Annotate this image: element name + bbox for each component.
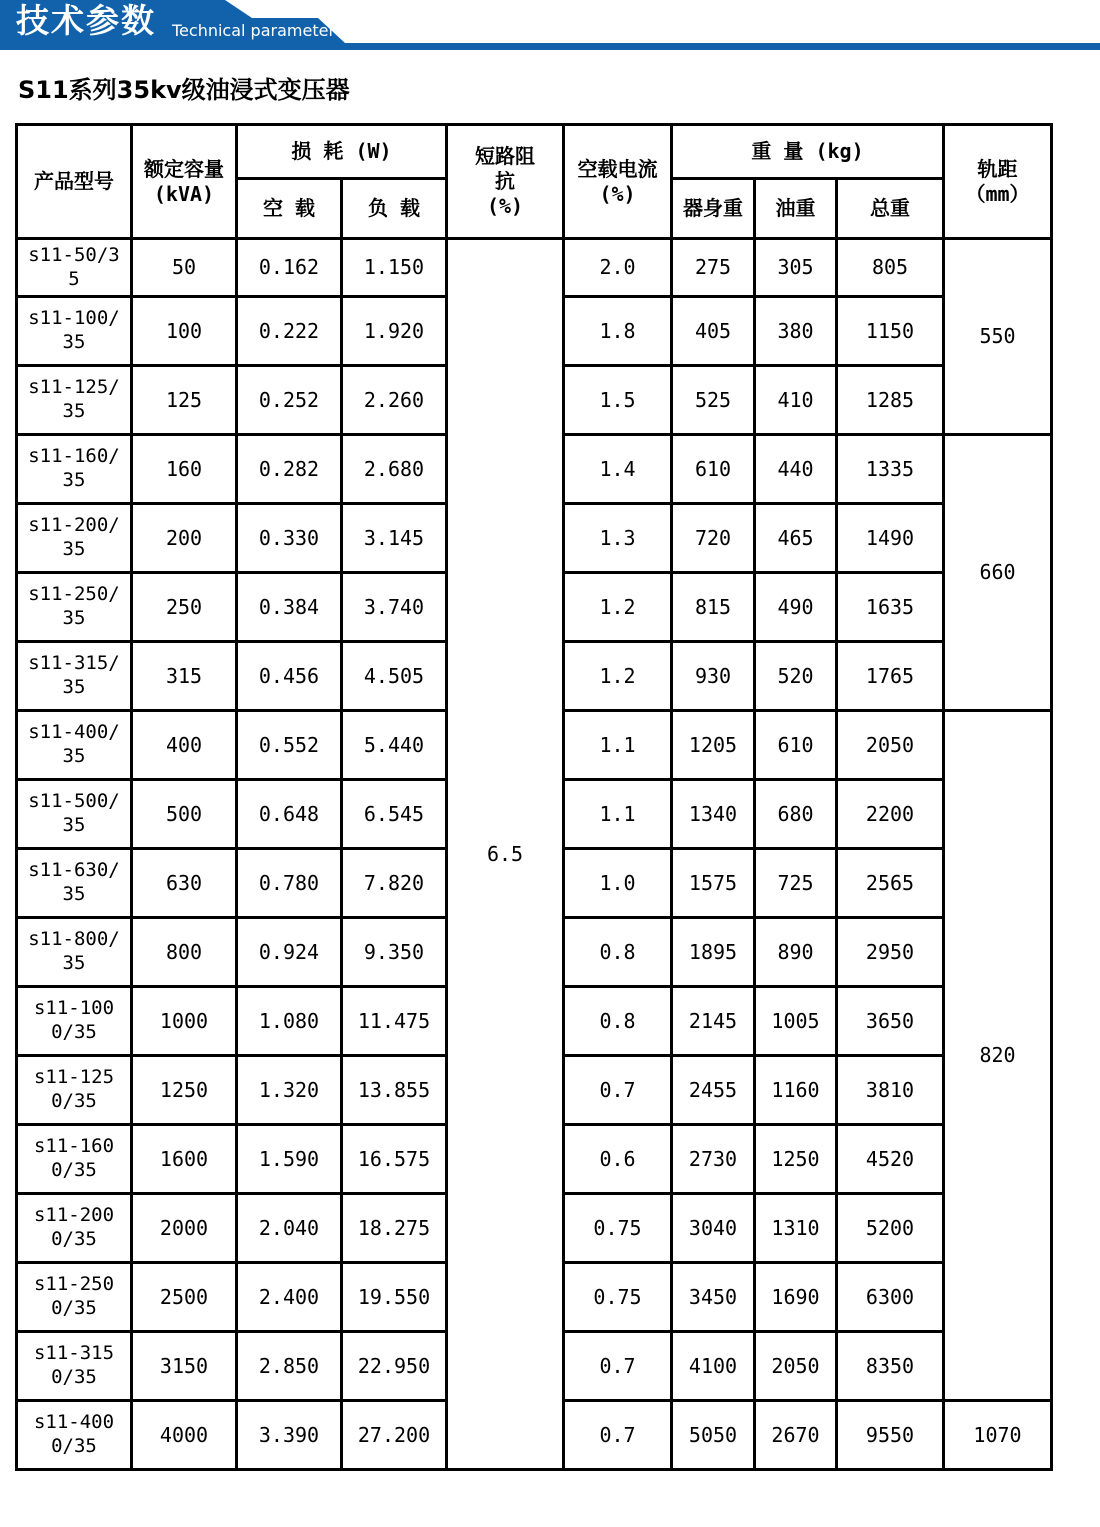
- oil-weight-cell: 520: [755, 642, 837, 711]
- no-load-loss-cell: 2.040: [237, 1194, 342, 1263]
- model-cell: s11-500/35: [17, 780, 132, 849]
- total-weight-cell: 1490: [837, 504, 944, 573]
- total-weight-cell: 4520: [837, 1125, 944, 1194]
- model-cell: s11-50/35: [17, 239, 132, 297]
- body-weight-cell: 720: [672, 504, 755, 573]
- model-cell: s11-1000/35: [17, 987, 132, 1056]
- total-weight-cell: 2050: [837, 711, 944, 780]
- no-load-current-cell: 2.0: [564, 239, 672, 297]
- header-gauge-label: 轨距: [977, 156, 1018, 181]
- capacity-cell: 3150: [132, 1332, 237, 1401]
- load-loss-cell: 27.200: [342, 1401, 447, 1470]
- no-load-current-cell: 1.2: [564, 642, 672, 711]
- no-load-current-cell: 0.75: [564, 1194, 672, 1263]
- oil-weight-cell: 305: [755, 239, 837, 297]
- body-weight-cell: 3040: [672, 1194, 755, 1263]
- load-loss-cell: 7.820: [342, 849, 447, 918]
- no-load-loss-cell: 1.590: [237, 1125, 342, 1194]
- load-loss-cell: 1.150: [342, 239, 447, 297]
- no-load-loss-cell: 0.780: [237, 849, 342, 918]
- header-load-loss: 负 载: [342, 179, 447, 239]
- model-cell: s11-315/35: [17, 642, 132, 711]
- model-cell: s11-160/35: [17, 435, 132, 504]
- gauge-cell: 660: [944, 435, 1052, 711]
- body-weight-cell: 610: [672, 435, 755, 504]
- body-weight-cell: 3450: [672, 1263, 755, 1332]
- capacity-cell: 500: [132, 780, 237, 849]
- no-load-current-cell: 0.8: [564, 918, 672, 987]
- total-weight-cell: 805: [837, 239, 944, 297]
- total-weight-cell: 8350: [837, 1332, 944, 1401]
- body-weight-cell: 1205: [672, 711, 755, 780]
- oil-weight-cell: 440: [755, 435, 837, 504]
- capacity-cell: 160: [132, 435, 237, 504]
- oil-weight-cell: 1160: [755, 1056, 837, 1125]
- body-weight-cell: 275: [672, 239, 755, 297]
- header-rated-capacity-label: 额定容量: [144, 156, 224, 181]
- total-weight-cell: 3810: [837, 1056, 944, 1125]
- total-weight-cell: 2950: [837, 918, 944, 987]
- body-weight-cell: 1575: [672, 849, 755, 918]
- oil-weight-cell: 1250: [755, 1125, 837, 1194]
- section-banner: [0, 0, 1100, 50]
- total-weight-cell: 1150: [837, 297, 944, 366]
- capacity-cell: 200: [132, 504, 237, 573]
- body-weight-cell: 1895: [672, 918, 755, 987]
- oil-weight-cell: 1005: [755, 987, 837, 1056]
- header-no-load-current-unit: (%): [599, 181, 636, 206]
- no-load-loss-cell: 1.080: [237, 987, 342, 1056]
- body-weight-cell: 2455: [672, 1056, 755, 1125]
- model-cell: s11-3150/35: [17, 1332, 132, 1401]
- load-loss-cell: 19.550: [342, 1263, 447, 1332]
- load-loss-cell: 3.740: [342, 573, 447, 642]
- header-total-weight: 总重: [837, 179, 944, 239]
- no-load-current-cell: 0.6: [564, 1125, 672, 1194]
- oil-weight-cell: 465: [755, 504, 837, 573]
- no-load-loss-cell: 0.552: [237, 711, 342, 780]
- no-load-current-cell: 0.7: [564, 1056, 672, 1125]
- gauge-cell: 550: [944, 239, 1052, 435]
- total-weight-cell: 3650: [837, 987, 944, 1056]
- body-weight-cell: 5050: [672, 1401, 755, 1470]
- no-load-loss-cell: 2.850: [237, 1332, 342, 1401]
- model-cell: s11-1250/35: [17, 1056, 132, 1125]
- gauge-cell: 820: [944, 711, 1052, 1401]
- body-weight-cell: 1340: [672, 780, 755, 849]
- load-loss-cell: 5.440: [342, 711, 447, 780]
- total-weight-cell: 2200: [837, 780, 944, 849]
- no-load-current-cell: 1.0: [564, 849, 672, 918]
- capacity-cell: 250: [132, 573, 237, 642]
- oil-weight-cell: 610: [755, 711, 837, 780]
- total-weight-cell: 5200: [837, 1194, 944, 1263]
- oil-weight-cell: 380: [755, 297, 837, 366]
- no-load-current-cell: 0.75: [564, 1263, 672, 1332]
- no-load-loss-cell: 2.400: [237, 1263, 342, 1332]
- load-loss-cell: 1.920: [342, 297, 447, 366]
- total-weight-cell: 9550: [837, 1401, 944, 1470]
- no-load-current-cell: 0.7: [564, 1332, 672, 1401]
- total-weight-cell: 1335: [837, 435, 944, 504]
- no-load-loss-cell: 0.162: [237, 239, 342, 297]
- no-load-loss-cell: 3.390: [237, 1401, 342, 1470]
- capacity-cell: 2000: [132, 1194, 237, 1263]
- load-loss-cell: 3.145: [342, 504, 447, 573]
- oil-weight-cell: 725: [755, 849, 837, 918]
- no-load-loss-cell: 0.282: [237, 435, 342, 504]
- capacity-cell: 100: [132, 297, 237, 366]
- body-weight-cell: 405: [672, 297, 755, 366]
- no-load-loss-cell: 1.320: [237, 1056, 342, 1125]
- oil-weight-cell: 1690: [755, 1263, 837, 1332]
- header-rated-capacity: [132, 125, 237, 239]
- no-load-current-cell: 1.3: [564, 504, 672, 573]
- body-weight-cell: 930: [672, 642, 755, 711]
- oil-weight-cell: 890: [755, 918, 837, 987]
- load-loss-cell: 2.260: [342, 366, 447, 435]
- banner-title-cn: 技术参数: [16, 1, 156, 40]
- no-load-loss-cell: 0.648: [237, 780, 342, 849]
- header-product-model: 产品型号: [17, 125, 132, 239]
- header-rated-capacity-unit: (kVA): [153, 181, 215, 206]
- impedance-cell: 6.5: [447, 239, 564, 1470]
- header-loss-group: 损 耗 (W): [237, 125, 447, 179]
- header-gauge-unit: （mm）: [965, 181, 1030, 206]
- capacity-cell: 2500: [132, 1263, 237, 1332]
- oil-weight-cell: 1310: [755, 1194, 837, 1263]
- total-weight-cell: 6300: [837, 1263, 944, 1332]
- body-weight-cell: 2145: [672, 987, 755, 1056]
- load-loss-cell: 11.475: [342, 987, 447, 1056]
- spec-table: [15, 123, 1053, 1471]
- body-weight-cell: 2730: [672, 1125, 755, 1194]
- table-row: [17, 239, 1052, 297]
- oil-weight-cell: 2050: [755, 1332, 837, 1401]
- load-loss-cell: 6.545: [342, 780, 447, 849]
- body-weight-cell: 815: [672, 573, 755, 642]
- no-load-current-cell: 1.1: [564, 711, 672, 780]
- model-cell: s11-100/35: [17, 297, 132, 366]
- header-oil-weight: 油重: [755, 179, 837, 239]
- load-loss-cell: 18.275: [342, 1194, 447, 1263]
- total-weight-cell: 1765: [837, 642, 944, 711]
- no-load-current-cell: 1.4: [564, 435, 672, 504]
- table-header: [17, 125, 1052, 239]
- header-impedance-unit: (%): [486, 194, 524, 218]
- model-cell: s11-800/35: [17, 918, 132, 987]
- capacity-cell: 800: [132, 918, 237, 987]
- load-loss-cell: 4.505: [342, 642, 447, 711]
- capacity-cell: 1000: [132, 987, 237, 1056]
- load-loss-cell: 22.950: [342, 1332, 447, 1401]
- header-impedance: [447, 125, 564, 239]
- oil-weight-cell: 490: [755, 573, 837, 642]
- model-cell: s11-1600/35: [17, 1125, 132, 1194]
- no-load-current-cell: 1.5: [564, 366, 672, 435]
- oil-weight-cell: 680: [755, 780, 837, 849]
- total-weight-cell: 1635: [837, 573, 944, 642]
- no-load-loss-cell: 0.222: [237, 297, 342, 366]
- header-no-load-current: [564, 125, 672, 239]
- header-no-load-current-label: 空载电流: [577, 156, 658, 181]
- no-load-loss-cell: 0.330: [237, 504, 342, 573]
- model-cell: s11-2500/35: [17, 1263, 132, 1332]
- capacity-cell: 315: [132, 642, 237, 711]
- capacity-cell: 1250: [132, 1056, 237, 1125]
- oil-weight-cell: 2670: [755, 1401, 837, 1470]
- body-weight-cell: 4100: [672, 1332, 755, 1401]
- model-cell: s11-125/35: [17, 366, 132, 435]
- capacity-cell: 50: [132, 239, 237, 297]
- load-loss-cell: 9.350: [342, 918, 447, 987]
- capacity-cell: 630: [132, 849, 237, 918]
- body-weight-cell: 525: [672, 366, 755, 435]
- capacity-cell: 4000: [132, 1401, 237, 1470]
- load-loss-cell: 16.575: [342, 1125, 447, 1194]
- model-cell: s11-200/35: [17, 504, 132, 573]
- load-loss-cell: 13.855: [342, 1056, 447, 1125]
- model-cell: s11-630/35: [17, 849, 132, 918]
- no-load-loss-cell: 0.924: [237, 918, 342, 987]
- gauge-cell: 1070: [944, 1401, 1052, 1470]
- header-no-load-loss: 空 载: [237, 179, 342, 239]
- capacity-cell: 1600: [132, 1125, 237, 1194]
- model-cell: s11-250/35: [17, 573, 132, 642]
- no-load-loss-cell: 0.384: [237, 573, 342, 642]
- load-loss-cell: 2.680: [342, 435, 447, 504]
- no-load-current-cell: 0.8: [564, 987, 672, 1056]
- capacity-cell: 400: [132, 711, 237, 780]
- total-weight-cell: 1285: [837, 366, 944, 435]
- no-load-current-cell: 1.1: [564, 780, 672, 849]
- header-impedance-label: 短路阻抗: [475, 144, 535, 193]
- total-weight-cell: 2565: [837, 849, 944, 918]
- model-cell: s11-400/35: [17, 711, 132, 780]
- table-body: [17, 239, 1052, 1470]
- no-load-current-cell: 1.8: [564, 297, 672, 366]
- page-title: S11系列35kv级油浸式变压器: [18, 76, 350, 104]
- model-cell: s11-4000/35: [17, 1401, 132, 1470]
- banner-title-en: Technical parameter: [172, 21, 336, 40]
- banner-blue-shape: [0, 0, 1100, 50]
- no-load-loss-cell: 0.456: [237, 642, 342, 711]
- no-load-current-cell: 1.2: [564, 573, 672, 642]
- capacity-cell: 125: [132, 366, 237, 435]
- header-gauge: [944, 125, 1052, 239]
- header-weight-group: 重 量 (kg): [672, 125, 944, 179]
- header-body-weight: 器身重: [672, 179, 755, 239]
- no-load-loss-cell: 0.252: [237, 366, 342, 435]
- oil-weight-cell: 410: [755, 366, 837, 435]
- no-load-current-cell: 0.7: [564, 1401, 672, 1470]
- model-cell: s11-2000/35: [17, 1194, 132, 1263]
